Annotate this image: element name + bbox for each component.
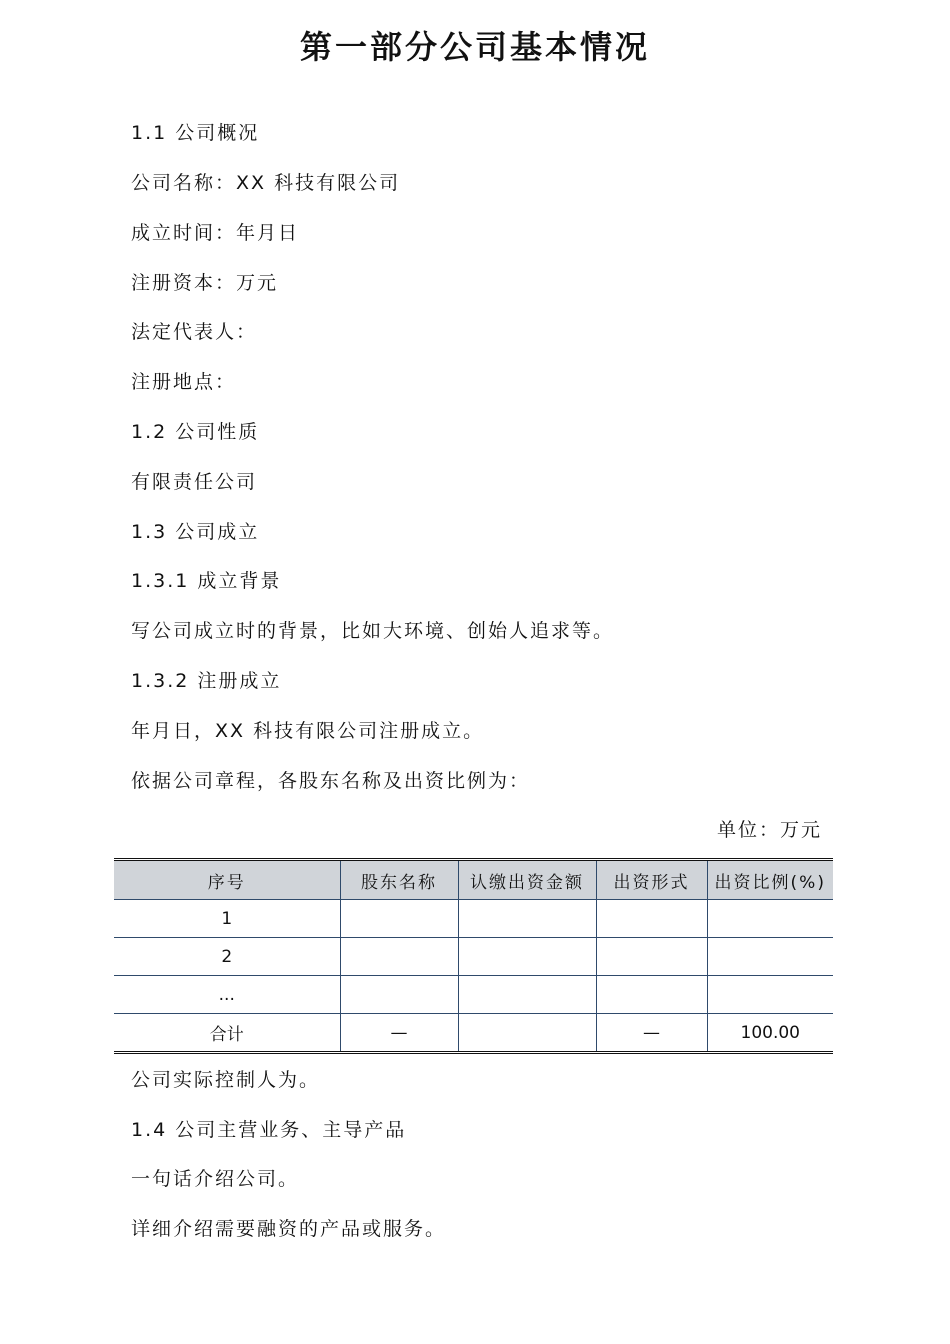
registered-address-line: 注册地点： xyxy=(131,371,237,393)
shareholders-table xyxy=(114,858,833,1054)
table-row xyxy=(114,938,833,976)
table-row xyxy=(114,976,833,1014)
table-cell xyxy=(707,976,833,1014)
section-heading-1-3-2: 1.3.2 注册成立 xyxy=(131,670,282,692)
table-cell: — xyxy=(340,1014,458,1053)
section-heading-1-1: 1.1 公司概况 xyxy=(131,122,260,144)
founding-date-line: 成立时间：年月日 xyxy=(131,222,300,244)
table-cell xyxy=(458,938,596,976)
table-total-row xyxy=(114,1014,833,1053)
section-heading-1-3-1: 1.3.1 成立背景 xyxy=(131,570,282,592)
page-title: 第一部分公司基本情况 xyxy=(299,28,650,66)
header-shareholder-name: 股东名称 xyxy=(340,860,458,900)
table-cell xyxy=(596,900,707,938)
section-heading-1-4: 1.4 公司主营业务、主导产品 xyxy=(131,1119,407,1141)
table-cell xyxy=(596,938,707,976)
controller-line: 公司实际控制人为。 xyxy=(131,1069,321,1091)
legal-representative-line: 法定代表人： xyxy=(131,321,258,343)
company-type-line: 有限责任公司 xyxy=(131,471,258,493)
header-index: 序号 xyxy=(114,860,340,900)
registration-paragraph: 年月日，XX 科技有限公司注册成立。 xyxy=(131,720,485,742)
table-cell xyxy=(340,900,458,938)
table-cell: ... xyxy=(114,976,340,1014)
background-paragraph: 写公司成立时的背景，比如大环境、创始人追求等。 xyxy=(131,620,615,642)
table-cell xyxy=(707,938,833,976)
table-cell xyxy=(596,976,707,1014)
section-heading-1-3: 1.3 公司成立 xyxy=(131,521,260,543)
table-cell xyxy=(458,976,596,1014)
header-contribution-form: 出资形式 xyxy=(596,860,707,900)
company-name-line: 公司名称：XX 科技有限公司 xyxy=(131,172,401,194)
section-heading-1-2: 1.2 公司性质 xyxy=(131,421,260,443)
table-cell: 1 xyxy=(114,900,340,938)
table-cell xyxy=(707,900,833,938)
table-cell: 2 xyxy=(114,938,340,976)
one-line-intro: 一句话介绍公司。 xyxy=(131,1168,300,1190)
total-ratio-cell: 100.00 xyxy=(707,1014,833,1053)
table-cell xyxy=(340,938,458,976)
table-header-row xyxy=(114,860,833,900)
product-detail-line: 详细介绍需要融资的产品或服务。 xyxy=(131,1218,447,1240)
table-row xyxy=(114,900,833,938)
table-cell xyxy=(340,976,458,1014)
shareholders-intro-line: 依据公司章程，各股东名称及出资比例为： xyxy=(131,770,531,792)
total-label-cell: 合计 xyxy=(209,1025,244,1045)
header-contribution-ratio: 出资比例(%) xyxy=(707,860,833,900)
header-subscribed-amount: 认缴出资金额 xyxy=(458,860,596,900)
table-cell xyxy=(458,1014,596,1053)
registered-capital-line: 注册资本：万元 xyxy=(131,272,279,294)
unit-label: 单位：万元 xyxy=(716,819,822,841)
table-cell xyxy=(458,900,596,938)
table-cell: — xyxy=(596,1014,707,1053)
